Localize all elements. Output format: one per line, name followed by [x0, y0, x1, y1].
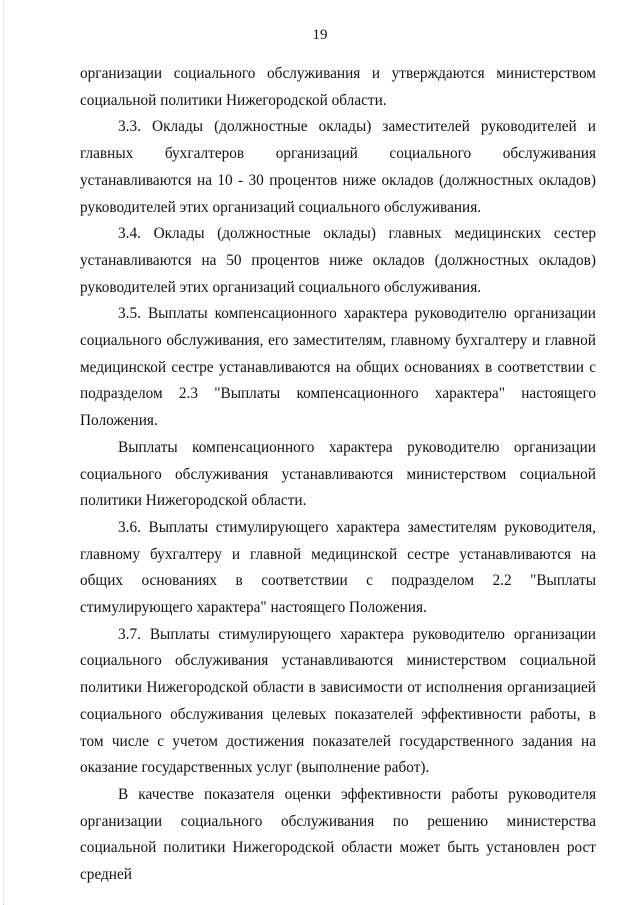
paragraph-continuation: организации социального обслуживания и утверждаются министерством социальной политики Нижегородской области. — [80, 65, 596, 109]
paragraph-3-4: 3.4. Оклады (должностные оклады) главных медицинских сестер устанавливаются на 50 процентов ниже окладов (должностных окладов) руководителей этих организаций социального обслуживания. — [80, 225, 596, 296]
paragraph-3-5-compensation: Выплаты компенсационного характера руководителю организации социального обслуживания устанавливаются министерством социальной политики Нижегородской области. — [80, 438, 596, 510]
paragraph-3-7: 3.7. Выплаты стимулирующего характера руководителю организации социального обслуживания устанавливаются министерством социальной политики Нижегородской области в зависимости от исполнения организацией социального обслуживания целевых показателей эффективности работы, в том числе с учетом достижения показателей государственного задания на оказание государственных услуг (выполнение работ). — [80, 625, 596, 777]
page-number: 19 — [312, 27, 328, 43]
scan-left-edge — [3, 0, 4, 905]
paragraph-evaluation-indicator: В качестве показателя оценки эффективности работы руководителя организации социального обслуживания по решению министерства социальной политики Нижегородской области может быть установлен рост средней — [80, 785, 596, 884]
document-body — [80, 61, 596, 889]
paragraph-3-5: 3.5. Выплаты компенсационного характера руководителю организации социального обслуживания, его заместителям, главному бухгалтеру и главной медицинской сестре устанавливаются на общих основаниях в соответствии с подразделом 2.3 "Выплаты компенсационного характера" настоящего Положения. — [80, 305, 596, 430]
paragraph-3-3: 3.3. Оклады (должностные оклады) заместителей руководителей и главных бухгалтеров организаций социального обслуживания устанавливаются на 10 - 30 процентов ниже окладов (должностных окладов) руководителей этих организаций социального обслуживания. — [80, 118, 596, 216]
paragraph-3-6: 3.6. Выплаты стимулирующего характера заместителям руководителя, главному бухгалтеру и главной медицинской сестре устанавливаются на общих основаниях в соответствии с подразделом 2.2 "Выплаты стимулирующего характера" настоящего Положения. — [80, 518, 596, 617]
